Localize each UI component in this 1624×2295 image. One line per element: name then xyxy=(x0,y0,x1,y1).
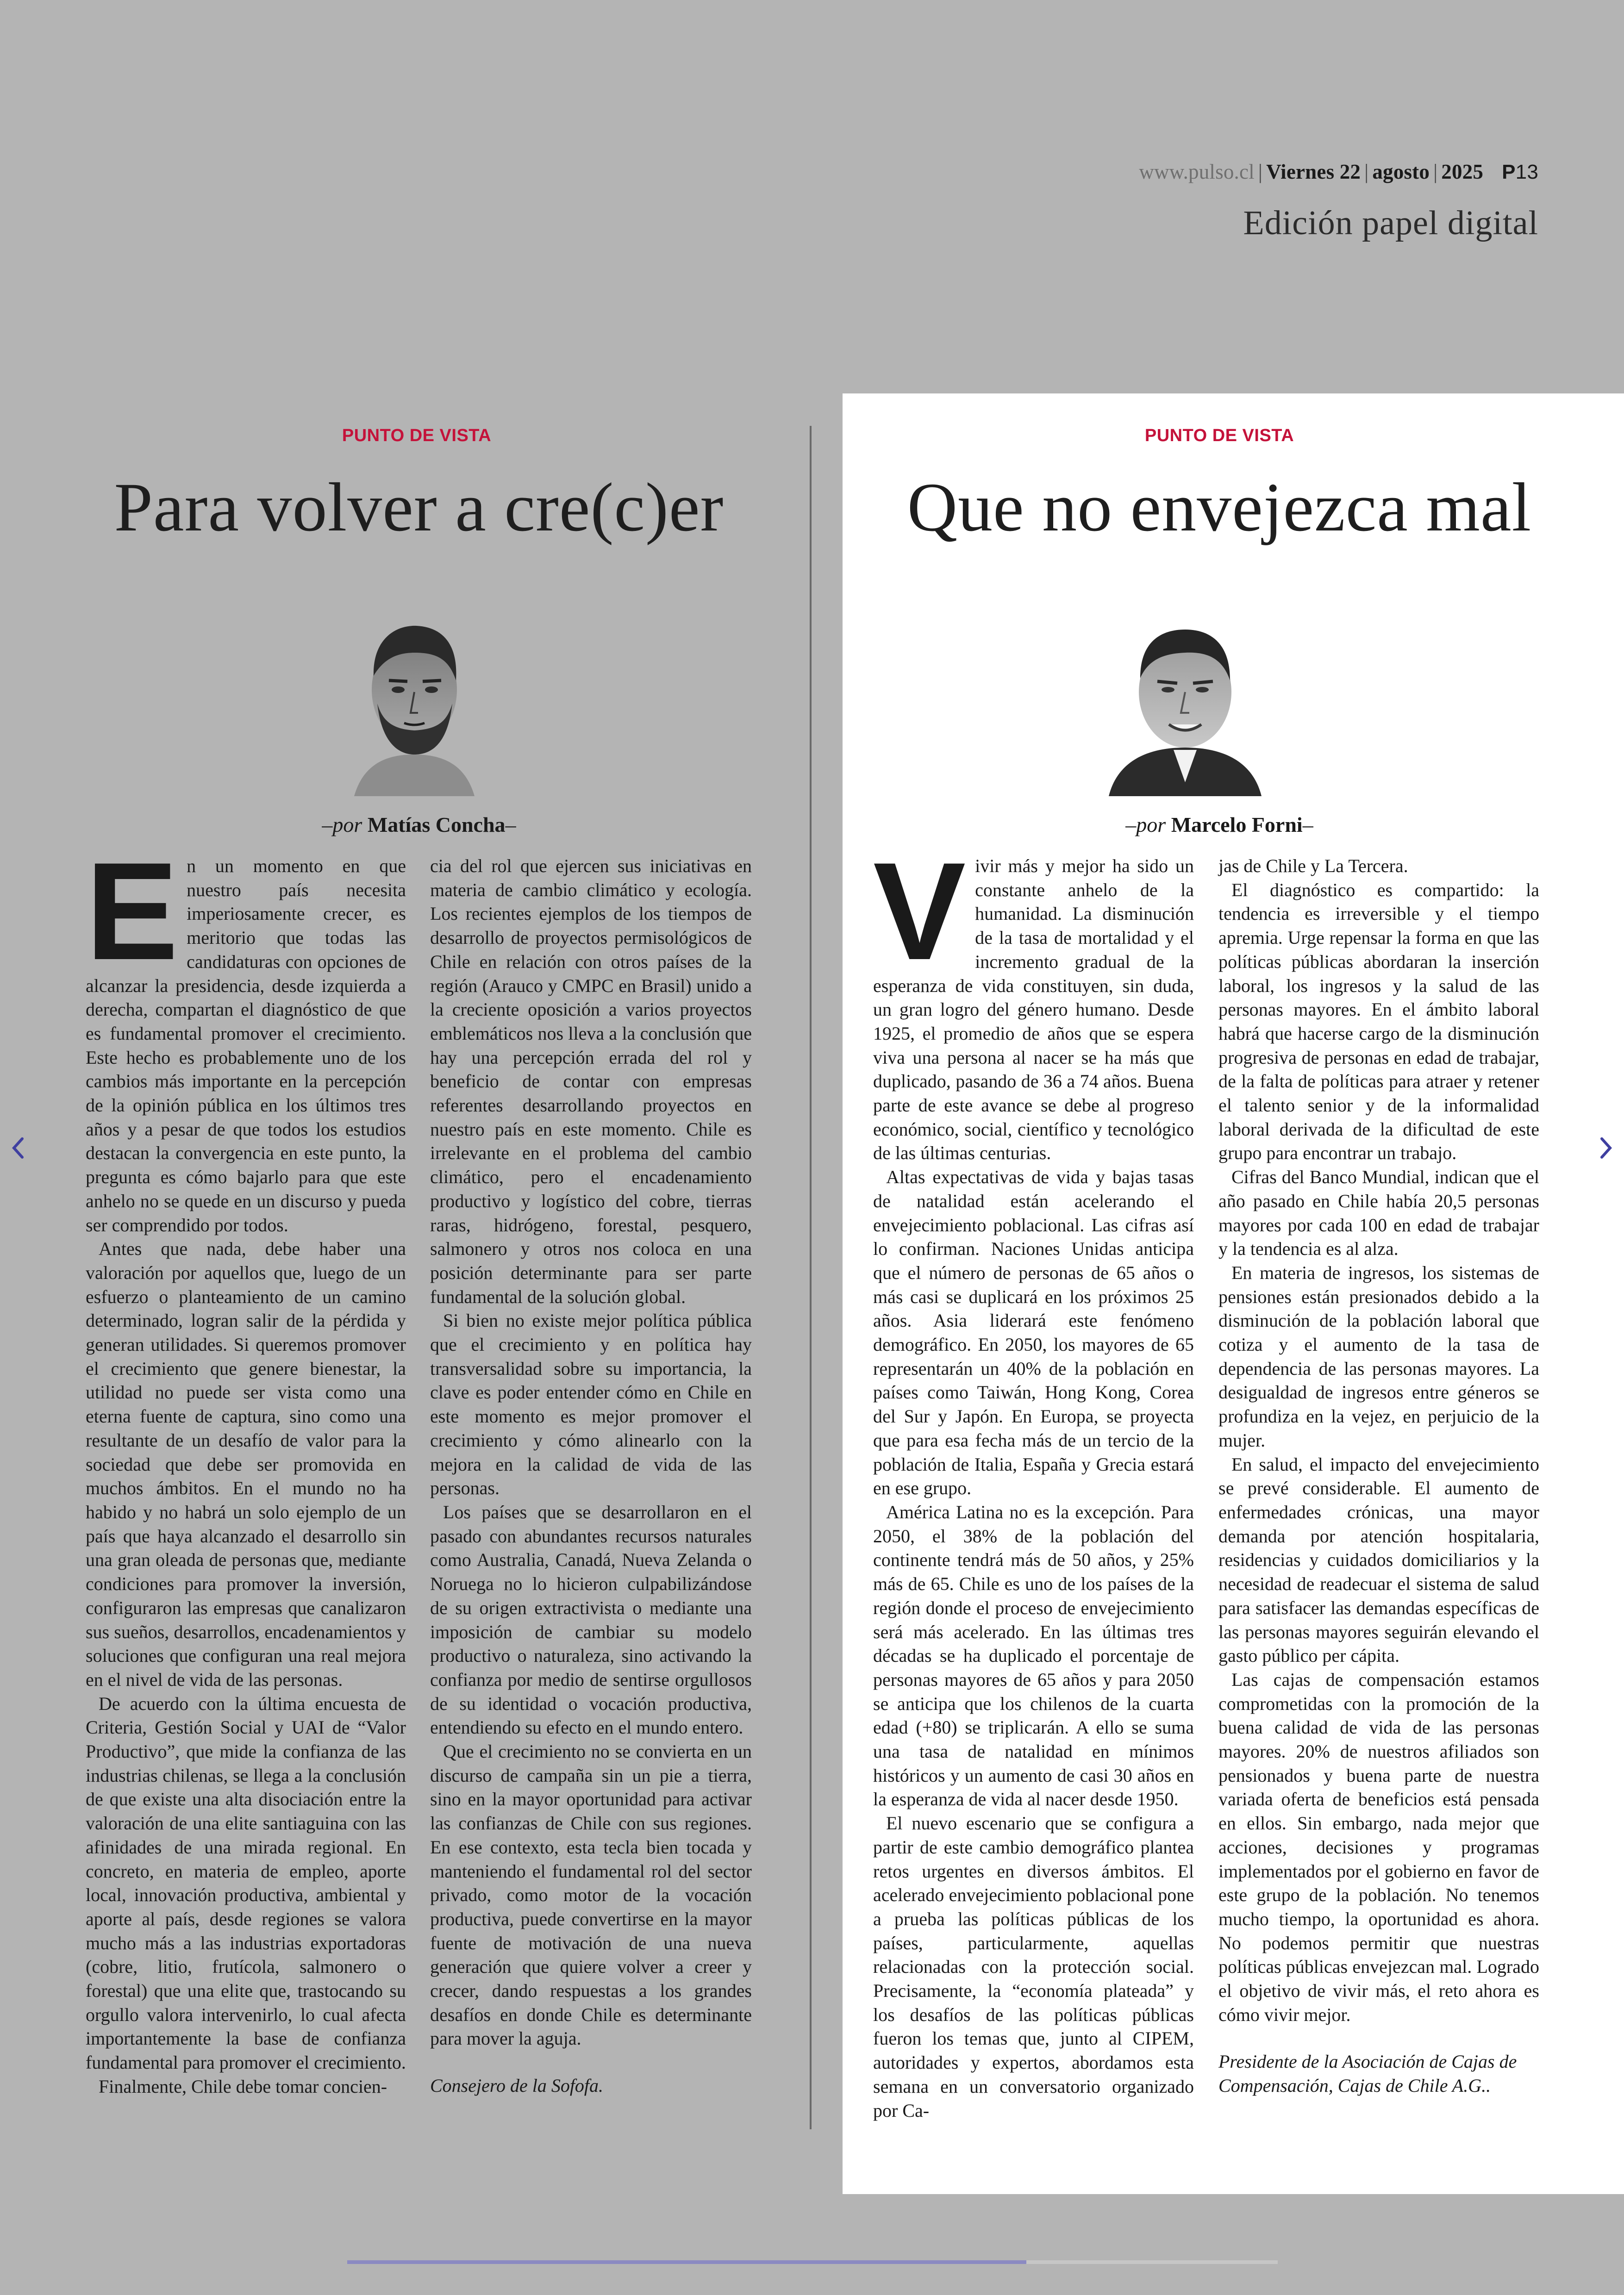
author-portrait xyxy=(1109,616,1262,796)
paragraph: Las cajas de compensación estamos comprometidas con la promoción de la buena calidad de vida de las personas mayores. 20% de nuestros afiliados son pensionados y buena parte de nuestra variada oferta de beneficios está pensada en ellos. Sin embargo, nada mejor que acciones, decisiones y programas implementados por el gobierno en favor de este grupo de la población. No tenemos mucho tiempo, la oportunidad es ahora. No podemos permitir que nuestras políticas públicas envejezcan mal. Logrado el objetivo de vivir más, el reto ahora es cómo vivir mejor. xyxy=(1218,1669,1539,2025)
paragraph: Cifras del Banco Mundial, indican que el año pasado en Chile había 20,5 personas mayores por cada 100 en edad de trabajar y la tendencia es al alza. xyxy=(1218,1166,1539,1260)
drop-cap: E xyxy=(86,833,179,989)
section-kicker: PUNTO DE VISTA xyxy=(1144,426,1294,445)
paragraph: El diagnóstico es compartido: la tendencia es irreversible y el tiempo apremia. Urge repensar la forma en que las políticas públicas abordaran la inserción laboral, los ingresos y la salud de las personas mayores. En el ámbito laboral habrá que hacerse cargo de la disminución progresiva de personas en edad de trabajar, de la falta de políticas para atraer y retener el talento senior y de la informalidad laboral derivada de la dificultad de este grupo para encontrar un trabajo. xyxy=(1218,879,1539,1164)
previous-page-button[interactable] xyxy=(8,1129,27,1166)
issue-month: agosto xyxy=(1372,160,1430,183)
paragraph: América Latina no es la excepción. Para 2050, el 38% de la población del continente tendrá más de 50 años, y 25% más de 65. Chile es uno de los países de la región donde el proceso de envejecimiento será más acelerado. En las últimas tres décadas se ha duplicado el porcentaje de personas mayores de 65 años y para 2050 se anticipa que los chilenos de la cuarta edad (+80) se triplicarán. A ello se suma una tasa de natalidad en mínimos históricos y un aumento de casi 30 años en la esperanza de vida al nacer desde 1950. xyxy=(873,1501,1194,1810)
author-name: Marcelo Forni xyxy=(1171,813,1303,836)
paragraph: Antes que nada, debe haber una valoración por aquellos que, luego de un esfuerzo o planteamiento de un camino determinado, logran salir de la pérdida y generan utilidades. Si queremos promover el crecimiento que genere bienestar, la utilidad no puede ser vista como una eterna fuente de captura, sino como una resultante de un desafío de valor para la sociedad que debe ser promovida en muchos ámbitos. En el mundo no ha habido y no habrá un solo ejemplo de un país que haya alcanzado el desarrollo sin una gran oleada de personas que, mediante condiciones para promover la inversión, configuraron las empresas que canalizaron sus sueños, desarrollos, encadenamientos y soluciones que configuran una real mejora en el nivel de vida de las personas. xyxy=(86,1238,406,1690)
paragraph: jas de Chile y La Tercera. xyxy=(1218,855,1408,876)
article-column-2 xyxy=(430,854,752,2098)
author-byline: –por Matías Concha– xyxy=(322,813,516,836)
paragraph: Si bien no existe mejor política pública que el crecimiento y en política hay transversalidad sobre su importancia, la clave es poder entender cómo en Chile en este momento es mejor promover el crecimiento y cómo alinearlo con la mejora en la calidad de vida de las personas. xyxy=(430,1310,752,1499)
paragraph: En materia de ingresos, los sistemas de pensiones están presionados debido a la disminución de la población laboral que cotiza y el aumento de la tasa de dependencia de las personas mayores. La desigualdad de ingresos entre géneros se profundiza en la vejez, en perjuicio de la mujer. xyxy=(1218,1262,1539,1451)
article-column-1: Vivir más y mejor ha sido un constante anhelo de la humanidad. La disminución de la tasa de mortalidad y el incremento gradual de la esperanza de vida constituyen, sin duda, un gran logro del género humano. Desde 1925, el promedio de años que se espera viva una persona al nacer se ha más que duplicado, pasando de 36 a 74 años. Buena parte de este avance se debe al progreso económico, social, científico y tecnológico de las últimas centurias. Altas expectativas de vida y bajas tasas de natalidad están acelerando el envejecimiento poblacional. Las cifras así lo confirman. Naciones Unidas anticipa que el número de personas de 65 años o más casi se duplicará en los próximos 25 años. Asia liderará este fenómeno demográfico. En 2050, los mayores de 65 representarán un 40% de la población en países como Taiwán, Hong Kong, Corea del Sur y Japón. En Europa, se proyecta que para esa fecha más de un tercio de la población de Italia, España y Grecia estará en ese grupo. América Latina no es la excepción. Para 2050, el 38% de la población del continente tendrá más de 50 años, y 25% más de 65. Chile es uno de los países de la región donde el proceso de envejecimiento será más acelerado. En las últimas tres décadas se ha duplicado el porcentaje de personas mayores de 65 años y para 2050 se anticipa que los chilenos de la cuarta edad (+80) se triplicarán. A ello se suma una tasa de natalidad en mínimos históricos y un aumento de casi 30 años en la esperanza de vida al nacer desde 1950. El nuevo escenario que se configura a partir de este cambio demográfico plantea retos urgentes en diversos ámbitos. El acelerado envejecimiento poblacional pone a prueba las políticas públicas de los países, particularmente, aquellas relacionadas con la protección social. Precisamente, la “economía plateada” y los desafíos de las políticas públicas fueron los temas que, junto al CIPEM, autoridades y expertos, abordamos esta semana en un conversatorio organizado por Ca- xyxy=(873,854,1194,2122)
author-byline: –por Marcelo Forni– xyxy=(1125,813,1313,836)
paragraph: Los países que se desarrollaron en el pasado con abundantes recursos naturales como Australia, Canadá, Nueva Zelanda o Noruega no lo hicieron culpabilizándose de su origen extractivista o mediante una imposición de cambiar su modelo productivo o naturaleza, sino activando la confianza por medio de sentirse orgullosos de su identidad o vocación productiva, entendiendo su efecto en el mundo entero. xyxy=(430,1501,752,1738)
section-kicker: PUNTO DE VISTA xyxy=(342,426,492,445)
author-signature: Presidente de la Asociación de Cajas de Compensación, Cajas de Chile A.G.. xyxy=(1218,2051,1517,2096)
author-signature: Consejero de la Sofofa. xyxy=(430,2075,604,2096)
edition-label: Edición papel digital xyxy=(1243,204,1538,242)
page-number: P13 xyxy=(1502,161,1538,183)
article-column-1: En un momento en que nuestro país necesita imperiosamente crecer, es meritorio que todas las candidaturas con opciones de alcanzar la presidencia, desde izquierda a derecha, compartan el diagnóstico de que es fundamental promover el crecimiento. Este hecho es probablemente uno de los cambios más importante en la percepción de la opinión pública en los últimos tres años y a pesar de que todos los estudios destacan la convergencia en este punto, la pregunta es cómo bajarlo para que este anhelo no se quede en un discurso y pueda ser comprendido por todos. Antes que nada, debe haber una valoración por aquellos que, luego de un esfuerzo o planteamiento de un camino determinado, logran salir de la pérdida y generan utilidades. Si queremos promover el crecimiento que genere bienestar, la utilidad no puede ser vista como una eterna fuente de captura, sino como una resultante de un desafío de valor para la sociedad que debe ser promovida en muchos ámbitos. En el mundo no ha habido y no habrá un solo ejemplo de un país que haya alcanzado el desarrollo sin una gran oleada de personas que, mediante condiciones para promover la inversión, configuraron las empresas que canalizaron sus sueños, desarrollos, encadenamientos y soluciones que configuran una real mejora en el nivel de vida de las personas. De acuerdo con la última encuesta de Criteria, Gestión Social y UAI de “Valor Productivo”, que mide la confianza de las industrias chilenas, se llega a la conclusión de que existe una alta disociación entre la valoración de una elite santiaguina con las afinidades de una mirada regional. En concreto, en materia de empleo, aporte local, innovación productiva, ambiental y aporte al país, desde regiones se valora mucho más a las industrias exportadoras (cobre, litio, frutícola, salmonero o forestal) que una elite que, trastocando su orgullo valora intervenirlo, lo cual afecta importantemente la base de confianza fundamental para promover el crecimiento. Finalmente, Chile debe tomar concien- xyxy=(86,854,406,2099)
issue-year: 2025 xyxy=(1441,160,1484,183)
author-name: Matías Concha xyxy=(367,813,506,836)
reading-progress-fill xyxy=(347,2260,1026,2264)
article-title: Para volver a cre(c)er xyxy=(114,469,724,546)
site-url: www.pulso.cl xyxy=(1139,160,1255,183)
reading-progress-bar[interactable] xyxy=(347,2260,1278,2264)
chevron-right-icon xyxy=(1597,1129,1616,1166)
paragraph: Que el crecimiento no se convierta en un discurso de campaña sin un pie a tierra, sino en la mayor oportunidad para activar las confianzas de Chile con sus regiones. En ese contexto, esta tecla bien tocada y manteniendo el fundamental rol del sector privado, como motor de la vocación productiva, puede convertirse en la mayor fuente de motivación de una nueva generación que quiere volver a creer y crecer, dando respuestas a los grandes desafíos en donde Chile es determinante para mover la aguja. xyxy=(430,1741,752,2049)
column-divider xyxy=(810,426,812,2129)
paragraph: Altas expectativas de vida y bajas tasas de natalidad están acelerando el envejecimiento poblacional. Las cifras así lo confirman. Naciones Unidas anticipa que el número de personas de 65 años o más casi se duplicará en los próximos 25 años. Asia liderará este fenómeno demográfico. En 2050, los mayores de 65 representarán un 40% de la población en países como Taiwán, Hong Kong, Corea del Sur y Japón. En Europa, se proyecta que para esa fecha más de un tercio de la población de Italia, España y Grecia estará en ese grupo. xyxy=(873,1166,1194,1499)
paragraph: El nuevo escenario que se configura a partir de este cambio demográfico plantea retos urgentes en diversos ámbitos. El acelerado envejecimiento poblacional pone a prueba las políticas públicas de los países, particularmente, aquellas relacionadas con la protección social. Precisamente, la “economía plateada” y los desafíos de las políticas públicas fueron los temas que, junto al CIPEM, autoridades y expertos, abordamos esta semana en un conversatorio organizado por Ca- xyxy=(873,1813,1194,2121)
author-portrait xyxy=(345,616,484,796)
article-title: Que no envejezca mal xyxy=(907,469,1532,546)
article-column-2 xyxy=(1218,854,1539,2098)
drop-cap: V xyxy=(873,833,966,989)
next-page-button[interactable] xyxy=(1597,1129,1616,1166)
chevron-left-icon xyxy=(8,1129,27,1166)
issue-weekday: Viernes 22 xyxy=(1266,160,1361,183)
paragraph: cia del rol que ejercen sus iniciativas en materia de cambio climático y ecología. Los recientes ejemplos de los tiempos de desarrollo de proyectos permisológicos de Chile en relación con otros países de la región (Arauco y CMPC en Brasil) unido a la creciente oposición a varios proyectos emblemáticos nos lleva a la conclusión que hay una percepción errada del rol y beneficio de contar con empresas referentes desarrollando proyectos en nuestro país en este momento. Chile es irrelevante en el problema del cambio climático, pero el encadenamiento productivo y logístico del cobre, tierras raras, hidrógeno, forestal, pesquero, salmonero y otros nos coloca en una posición determinante para ser parte fundamental de la solución global. xyxy=(430,855,752,1307)
left-page[interactable] xyxy=(0,393,843,2194)
right-page[interactable] xyxy=(843,393,1624,2194)
paragraph: Finalmente, Chile debe tomar concien- xyxy=(99,2076,387,2097)
paragraph: En salud, el impacto del envejecimiento se prevé considerable. El aumento de enfermedades crónicas, una mayor demanda por atención hospitalaria, residencias y cuidados domiciliarios y la necesidad de readecuar el sistema de salud para satisfacer las demandas específicas de las personas mayores seguirán elevando el gasto público per cápita. xyxy=(1218,1453,1539,1666)
issue-date-line: www.pulso.cl | Viernes 22 | agosto | 2025 P13 xyxy=(1139,160,1538,183)
paragraph: De acuerdo con la última encuesta de Criteria, Gestión Social y UAI de “Valor Productivo”, que mide la confianza de las industrias chilenas, se llega a la conclusión de que existe una alta disociación entre la valoración de una elite santiaguina con las afinidades de una mirada regional. En concreto, en materia de empleo, aporte local, innovación productiva, ambiental y aporte al país, desde regiones se valora mucho más a las industrias exportadoras (cobre, litio, frutícola, salmonero o forestal) que una elite que, trastocando su orgullo valora intervenirlo, lo cual afecta importantemente la base de confianza fundamental para promover el crecimiento. xyxy=(86,1693,406,2073)
